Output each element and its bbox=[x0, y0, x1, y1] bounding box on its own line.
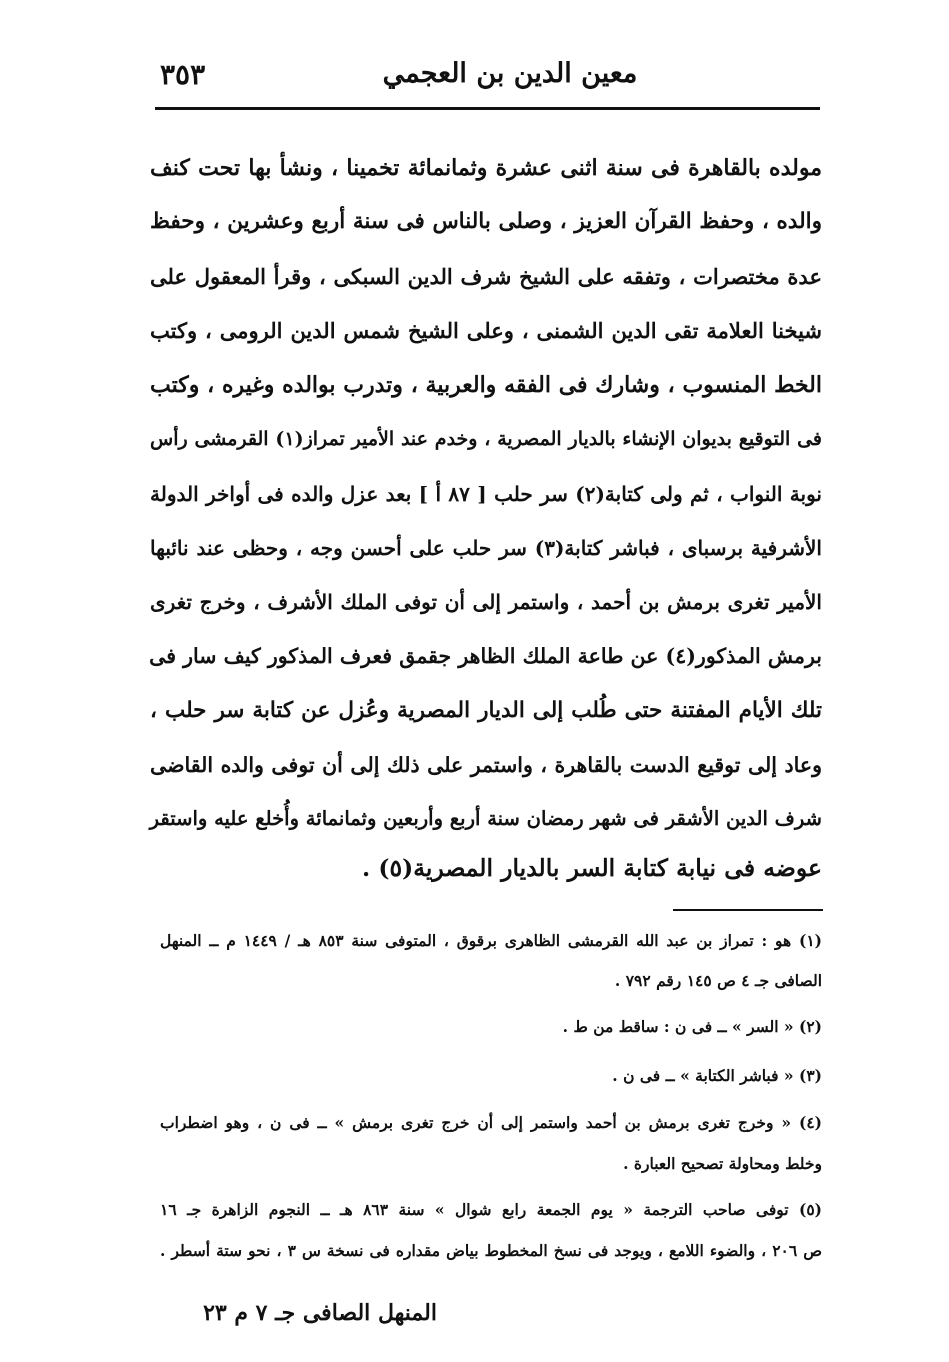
footnote-4-line: (٤) « وخرج تغرى برمش بن أحمد واستمر إلى أن خرج تغرى برمش » ــ فى ن ، وهو اضطراب bbox=[160, 1113, 822, 1132]
body-line: الخط المنسوب ، وشارك فى الفقه والعربية ، وتدرب بوالده وغيره ، وكتب bbox=[150, 372, 822, 398]
footnote-1-line: الصافى جـ ٤ ص ١٤٥ رقم ٧٩٢ . bbox=[614, 971, 822, 990]
body-line: عدة مختصرات ، وتفقه على الشيخ شرف الدين السبكى ، وقرأ المعقول على bbox=[150, 264, 822, 289]
body-line: عوضه فى نيابة كتابة السر بالديار المصرية(٥) . bbox=[362, 854, 822, 882]
footnote-3-line: (٣) « فباشر الكتابة » ــ فى ن . bbox=[612, 1066, 822, 1085]
footnote-rule bbox=[673, 909, 823, 911]
body-line: الأشرفية برسباى ، فباشر كتابة(٣) سر حلب على أحسن وجه ، وحظى عند نائبها bbox=[150, 536, 822, 560]
body-line: مولده بالقاهرة فى سنة اثنى عشرة وثمانمائة تخمينا ، ونشأ بها تحت كنف bbox=[150, 155, 822, 181]
footnote-5-line: ص ٢٠٦ ، والضوء اللامع ، ويوجد فى نسخ المخطوط بياض مقداره فى نسخة س ٣ ، نحو ستة أسطر . bbox=[160, 1241, 822, 1260]
footnote-2-line: (٢) « السر » ــ فى ن : ساقط من ط . bbox=[562, 1017, 822, 1036]
body-line: شرف الدين الأشقر فى شهر رمضان سنة أربع وأربعين وثمانمائة وأُخلع عليه واستقر bbox=[149, 807, 822, 830]
body-line: والده ، وحفظ القرآن العزيز ، وصلى بالناس فى سنة أربع وعشرين ، وحفظ bbox=[150, 209, 822, 234]
body-line: فى التوقيع بديوان الإنشاء بالديار المصرية ، وخدم عند الأمير تمراز(١) القرمشى رأس bbox=[150, 428, 822, 450]
body-line: وعاد إلى توقيع الدست بالقاهرة ، واستمر على ذلك إلى أن توفى والده القاضى bbox=[150, 753, 822, 777]
footnote-1-line: (١) هو : تمراز بن عبد الله القرمشى الظاهرى برقوق ، المتوفى سنة ٨٥٣ هـ / ١٤٤٩ م ــ المنهل bbox=[160, 931, 822, 950]
running-header-title: معين الدين بن العجمي bbox=[382, 58, 638, 89]
body-line: الأمير تغرى برمش بن أحمد ، واستمر إلى أن توفى الملك الأشرف ، وخرج تغرى bbox=[150, 590, 822, 614]
footer-signature: المنهل الصافى جـ ٧ م ٢٣ bbox=[203, 1300, 437, 1326]
page-number: ٣٥٣ bbox=[160, 58, 206, 91]
header-rule bbox=[155, 107, 820, 110]
body-line: نوبة النواب ، ثم ولى كتابة(٢) سر حلب [ ٨٧ أ ] بعد عزل والده فى أواخر الدولة bbox=[150, 482, 822, 506]
body-line: برمش المذكور(٤) عن طاعة الملك الظاهر جقمق فعرف المذكور كيف سار فى bbox=[149, 644, 822, 668]
body-line: تلك الأيام المفتنة حتى طُلب إلى الديار المصرية وعُزل عن كتابة سر حلب ، bbox=[150, 698, 822, 723]
footnote-5-line: (٥) توفى صاحب الترجمة « يوم الجمعة رابع شوال » سنة ٨٦٣ هـ ــ النجوم الزاهرة جـ ١٦ bbox=[160, 1200, 822, 1219]
body-line: شيخنا العلامة تقى الدين الشمنى ، وعلى الشيخ شمس الدين الرومى ، وكتب bbox=[150, 318, 822, 343]
footnote-4-line: وخلط ومحاولة تصحيح العبارة . bbox=[623, 1154, 822, 1173]
